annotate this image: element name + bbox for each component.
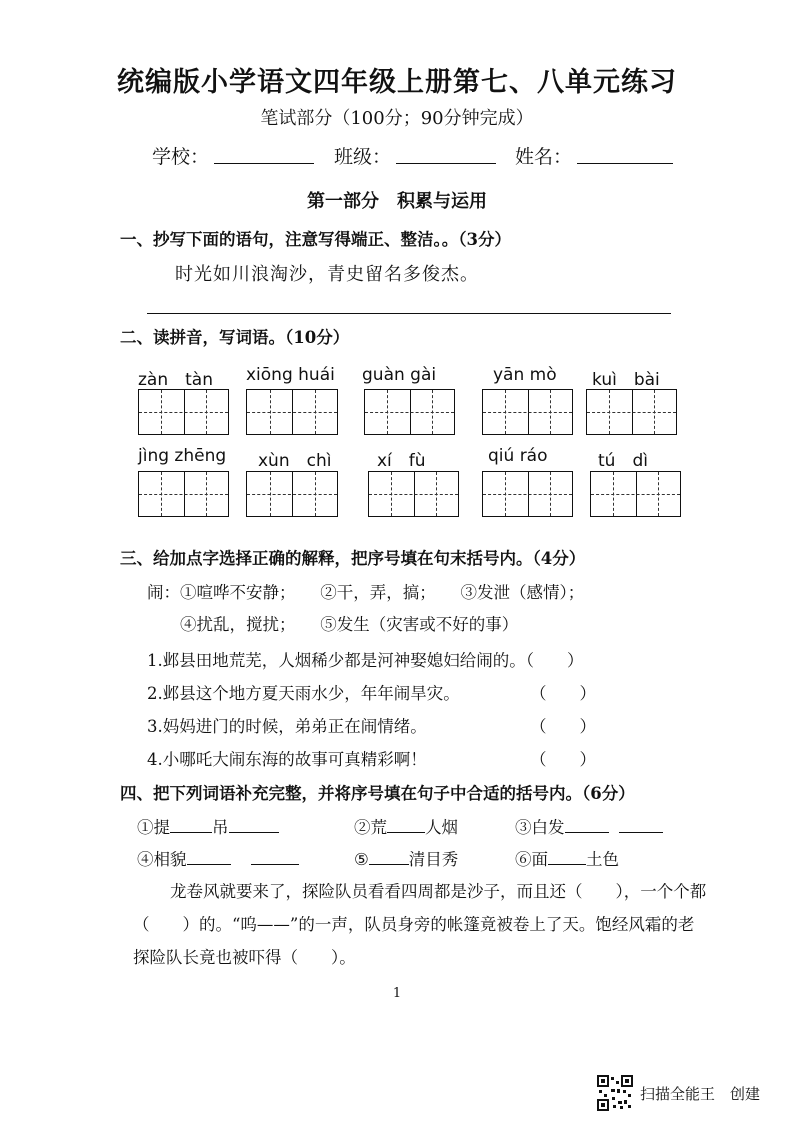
name-field[interactable] [577,145,673,164]
word-1-blank-a[interactable] [170,818,212,833]
school-field[interactable] [214,145,314,164]
word-1-blank-b[interactable] [229,818,279,833]
name-label: 姓名： [515,146,573,168]
page-number: 1 [392,986,402,1001]
word-3: ③白发 [515,814,663,838]
word-5: ⑤ 清目秀 [354,850,459,869]
definition-line-1: 闹：①喧哗不安静； ②干，弄，搞； ③发泄（感情）； [147,583,585,602]
pinyin-label: guàn gài [362,365,437,385]
writing-box[interactable] [138,471,229,517]
question-2-title: 二、读拼音，写词语。（10分） [120,328,350,347]
writing-box[interactable] [364,389,455,435]
qr-code-icon [597,1075,633,1111]
word-4-blank-b[interactable] [251,850,299,865]
question-3-title: 三、给加点字选择正确的解释，把序号填在句末括号内。（4分） [120,549,586,568]
question-4-title: 四、把下列词语补充完整，并将序号填在句子中合适的括号内。（6分） [120,784,635,803]
part-one-title: 第一部分 积累与运用 [307,191,487,212]
pinyin-label: zàn tàn [138,370,213,390]
pinyin-label: qiú ráo [488,446,548,466]
page-title: 统编版小学语文四年级上册第七、八单元练习 [117,67,677,98]
writing-box[interactable] [368,471,459,517]
pinyin-label: tú dì [598,451,648,471]
writing-box[interactable] [590,471,681,517]
writing-box[interactable] [586,389,677,435]
word-4-blank-a[interactable] [187,850,231,865]
q3-item-2-answer[interactable]: （ ） [530,684,596,703]
q3-item-4-answer[interactable]: （ ） [530,750,596,769]
word-1: ①提 吊 [137,814,279,838]
pinyin-label: xùn chì [258,451,332,471]
pinyin-label: xiōng huái [246,365,335,385]
copy-sentence: 时光如川浪淘沙，青史留名多俊杰。 [175,264,479,285]
word-3-blank-a[interactable] [565,818,609,833]
class-field[interactable] [396,145,496,164]
writing-box[interactable] [482,389,573,435]
pinyin-label: xí fù [377,451,426,471]
word-6: ⑥面 土色 [515,850,619,869]
school-label: 学校： [152,146,210,168]
writing-box[interactable] [138,389,229,435]
passage-line-1: 龙卷风就要来了，探险队员看看四周都是沙子，而且还（ ），一个个都 [170,882,707,901]
passage-line-2: （ ）的。“呜——”的一声，队员身旁的帐篷竟被卷上了天。饱经风霜的老 [133,915,695,934]
q3-item-4: 4.小哪吒大闹东海的故事可真精彩啊！ [147,750,427,769]
q3-item-1: 1.邺县田地荒芜，人烟稀少都是河神娶媳妇给闹的。（ ） [147,651,584,670]
q3-item-3-answer[interactable]: （ ） [530,717,596,736]
word-2-blank[interactable] [387,818,425,833]
word-3-blank-b[interactable] [619,818,663,833]
word-4: ④相貌 [137,846,299,870]
pinyin-label: yān mò [493,365,557,385]
pinyin-label: kuì bài [592,370,660,390]
question-1-title: 一、抄写下面的语句，注意写得端正、整洁。。（3分） [120,230,511,249]
q3-item-3: 3.妈妈进门的时候，弟弟正在闹情绪。 [147,717,427,736]
word-2: ②荒 人烟 [354,818,458,837]
class-label: 班级： [334,146,392,168]
writing-box[interactable] [482,471,573,517]
passage-line-3: 探险队长竟也被吓得（ ）。 [133,948,356,967]
writing-box[interactable] [246,471,338,517]
word-5-blank[interactable] [369,850,409,865]
exam-subtitle: 笔试部分（100分；90分钟完成） [260,108,534,129]
copy-answer-line[interactable] [147,313,671,314]
pinyin-label: jìng zhēng [138,446,227,466]
q3-item-2: 2.邺县这个地方夏天雨水少，年年闹旱灾。 [147,684,460,703]
definition-line-2: ④扰乱，搅扰； ⑤发生（灾害或不好的事） [180,615,519,634]
word-6-blank[interactable] [548,850,586,865]
writing-box[interactable] [246,389,338,435]
scanner-watermark: 扫描全能王 创建 [640,1085,761,1103]
